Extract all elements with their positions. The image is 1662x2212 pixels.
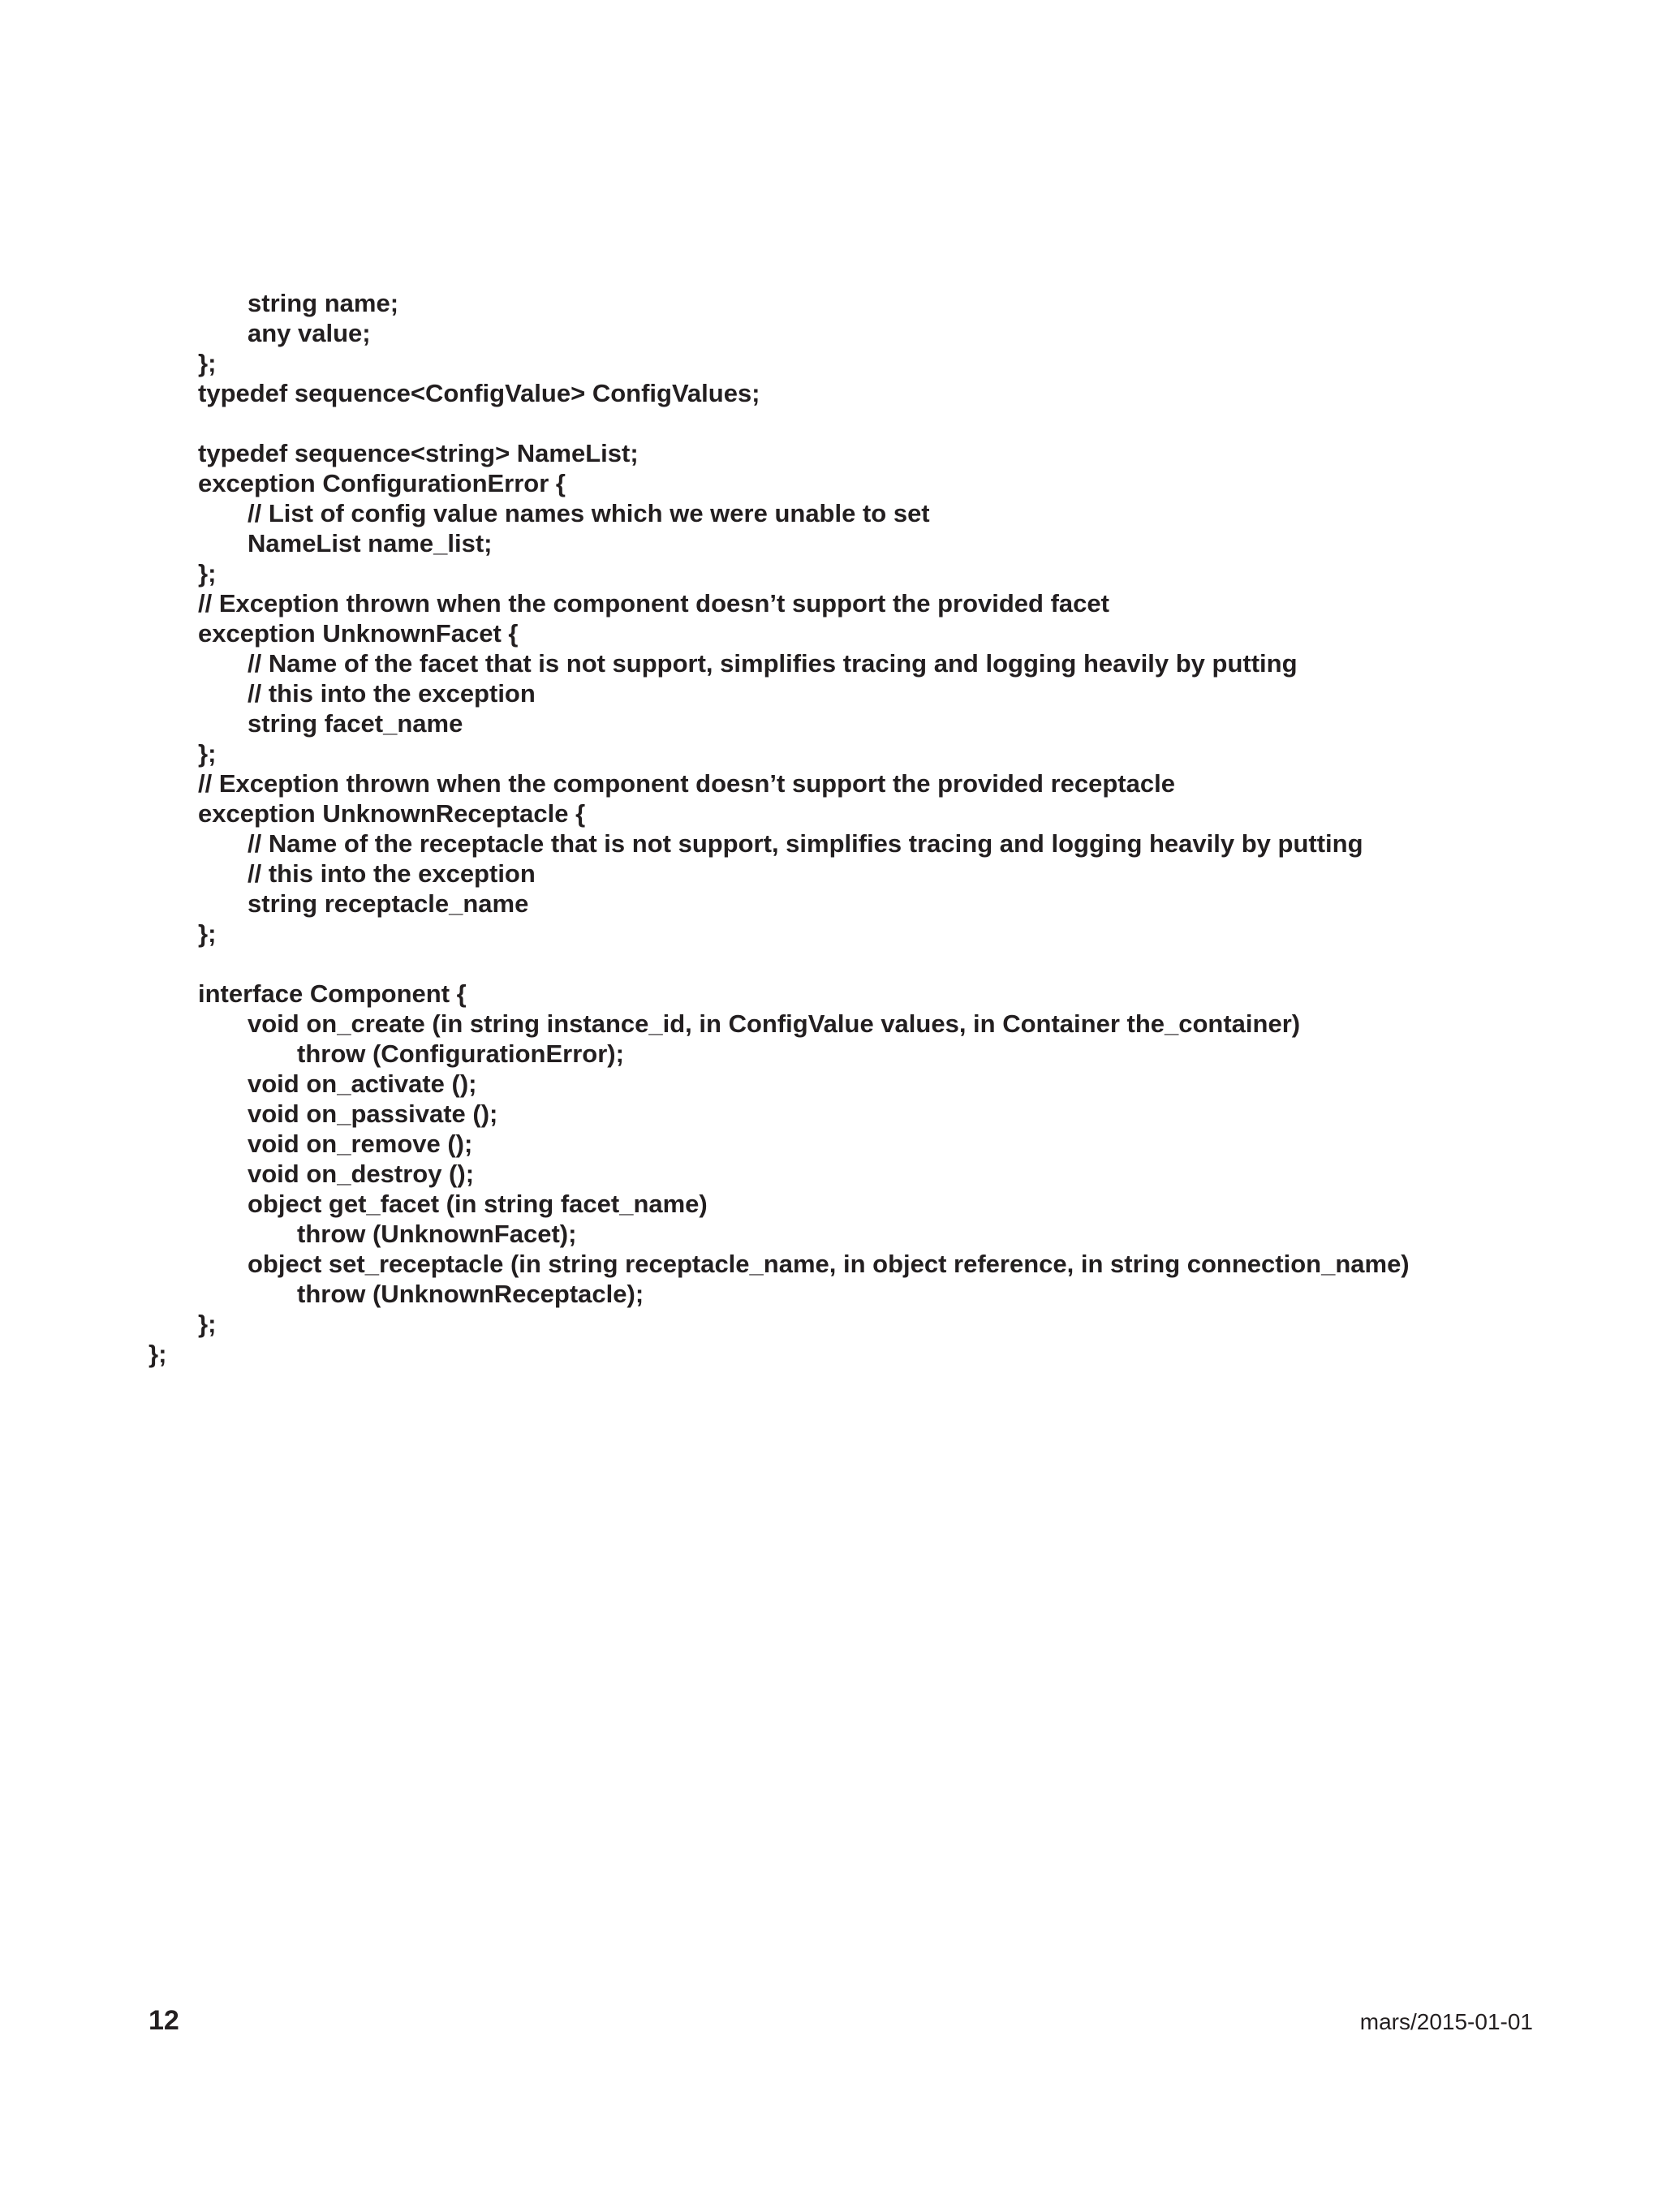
- code-comment: // this into the exception: [248, 679, 536, 708]
- code-line: any value;: [248, 319, 371, 347]
- code-line: void on_activate ();: [248, 1069, 477, 1098]
- code-line: void on_destroy ();: [248, 1160, 475, 1188]
- code-line: string name;: [248, 289, 399, 317]
- code-line: typedef sequence<string> NameList;: [198, 439, 639, 467]
- code-line: object set_receptacle (in string receptacle_name, in object reference, in string connection_name): [248, 1250, 1410, 1278]
- code-line: interface Component {: [198, 979, 467, 1008]
- code-comment: // List of config value names which we were unable to set: [248, 499, 930, 527]
- code-line: throw (UnknownReceptacle);: [297, 1280, 644, 1308]
- code-line: void on_remove ();: [248, 1130, 473, 1158]
- code-line: exception UnknownFacet {: [198, 619, 519, 648]
- code-line: };: [198, 739, 217, 768]
- code-comment: // Name of the facet that is not support, simplifies tracing and logging heavily by putting: [248, 649, 1298, 678]
- code-line: object get_facet (in string facet_name): [248, 1190, 708, 1218]
- code-comment: // Name of the receptacle that is not support, simplifies tracing and logging heavily by putting: [248, 829, 1363, 858]
- code-line: void on_passivate ();: [248, 1100, 498, 1128]
- code-line: throw (UnknownFacet);: [297, 1220, 577, 1248]
- document-id: mars/2015-01-01: [1359, 2009, 1533, 2034]
- code-line: typedef sequence<ConfigValue> ConfigValues;: [198, 379, 760, 407]
- code-line: string receptacle_name: [248, 889, 529, 918]
- code-line: NameList name_list;: [248, 529, 493, 557]
- code-comment: // Exception thrown when the component doesn’t support the provided facet: [198, 589, 1109, 618]
- code-line: void on_create (in string instance_id, in ConfigValue values, in Container the_container): [248, 1009, 1301, 1038]
- code-line: };: [198, 349, 217, 377]
- code-line: };: [198, 559, 217, 587]
- code-line: };: [198, 1310, 217, 1338]
- code-comment: // this into the exception: [248, 859, 536, 888]
- code-line: exception ConfigurationError {: [198, 469, 566, 497]
- code-comment: // Exception thrown when the component doesn’t support the provided receptacle: [198, 769, 1175, 798]
- code-line: string facet_name: [248, 709, 463, 738]
- page-number: 12: [149, 2005, 179, 2036]
- code-line: };: [198, 919, 217, 948]
- code-line: exception UnknownReceptacle {: [198, 799, 586, 828]
- code-line: };: [149, 1340, 167, 1368]
- code-line: throw (ConfigurationError);: [297, 1039, 624, 1068]
